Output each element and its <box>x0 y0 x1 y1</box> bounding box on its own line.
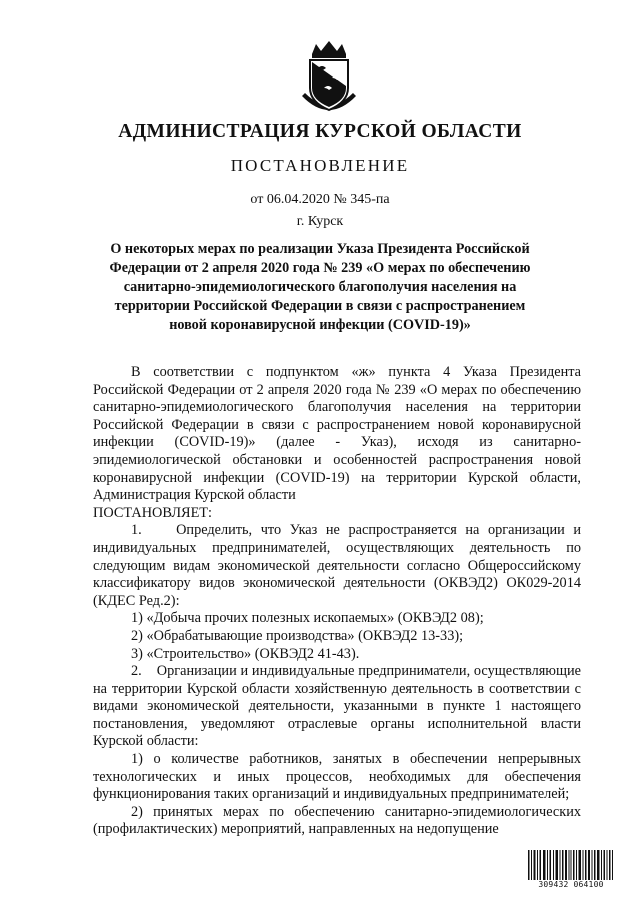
preamble-paragraph: В соответствии с подпунктом «ж» пункта 4 Указа Президента Российской Федерации от 2 апреля 2020 года № 239 «О мерах по обеспечению санитарно-эпидемиологического благополучия населения на территории Российской Федерации в связи с распространением новой коронавирусной инфекции (COVID-19)» (далее - Указ), исходя из санитарно-эпидемиологической обстановки и особенностей распространения новой коронавирусной инфекции (COVID-19) на территории Курской области, Администрация Курской области <box>93 364 581 504</box>
point-1-item: 2) «Обрабатывающие производства» (ОКВЭД2 13-33); <box>131 627 464 644</box>
document-body <box>93 364 581 839</box>
point-2-paragraph: 2. Организации и индивидуальные предприниматели, осуществляющие на территории Курской области хозяйственную деятельность в соответствии с видами экономической деятельности, указанными в пункте 1 настоящего постановления, уведомляют отраслевые органы исполнительной власти Курской области: <box>93 663 581 750</box>
point-1-item: 3) «Строительство» (ОКВЭД2 41-43). <box>131 645 360 662</box>
point-1-paragraph: 1. Определить, что Указ не распространяется на организации и индивидуальных предпринимателей, осуществляющих деятельность по следующим видам экономической деятельности согласно Общероссийскому классификатору видов экономической деятельности (ОКВЭД2) ОК029-2014 (КДЕС Ред.2): <box>93 522 581 609</box>
city: г. Курск <box>296 214 344 229</box>
point-2-subitem: 2) принятых мерах по обеспечению санитарно-эпидемиологических (профилактических) мероприятий, направленных на недопущение <box>93 803 581 838</box>
barcode-number: 309432 064100 <box>528 880 614 889</box>
document-type: ПОСТАНОВЛЕНИЕ <box>230 156 410 175</box>
point-2-subitem: 1) о количестве работников, занятых в обеспечении непрерывных технологических и иных процессов, необходимых для обеспечения функционирования таких организаций и индивидуальных предпринимателей; <box>93 751 581 803</box>
point-1-item: 1) «Добыча прочих полезных ископаемых» (ОКВЭД2 08); <box>131 610 484 627</box>
organization-name: АДМИНИСТРАЦИЯ КУРСКОЙ ОБЛАСТИ <box>118 121 522 142</box>
decree-word: ПОСТАНОВЛЯЕТ: <box>93 504 213 521</box>
coat-of-arms-emblem <box>298 40 360 116</box>
date-and-number: от 06.04.2020 № 345-па <box>250 192 390 207</box>
document-title: О некоторых мерах по реализации Указа Президента Российской Федерации от 2 апреля 2020 года № 239 «О мерах по обеспечению санитарно-эпидемиологического благополучия населения на территории Российской Федерации в связи с распространением новой коронавирусной инфекции (COVID-19)» <box>109 241 531 333</box>
